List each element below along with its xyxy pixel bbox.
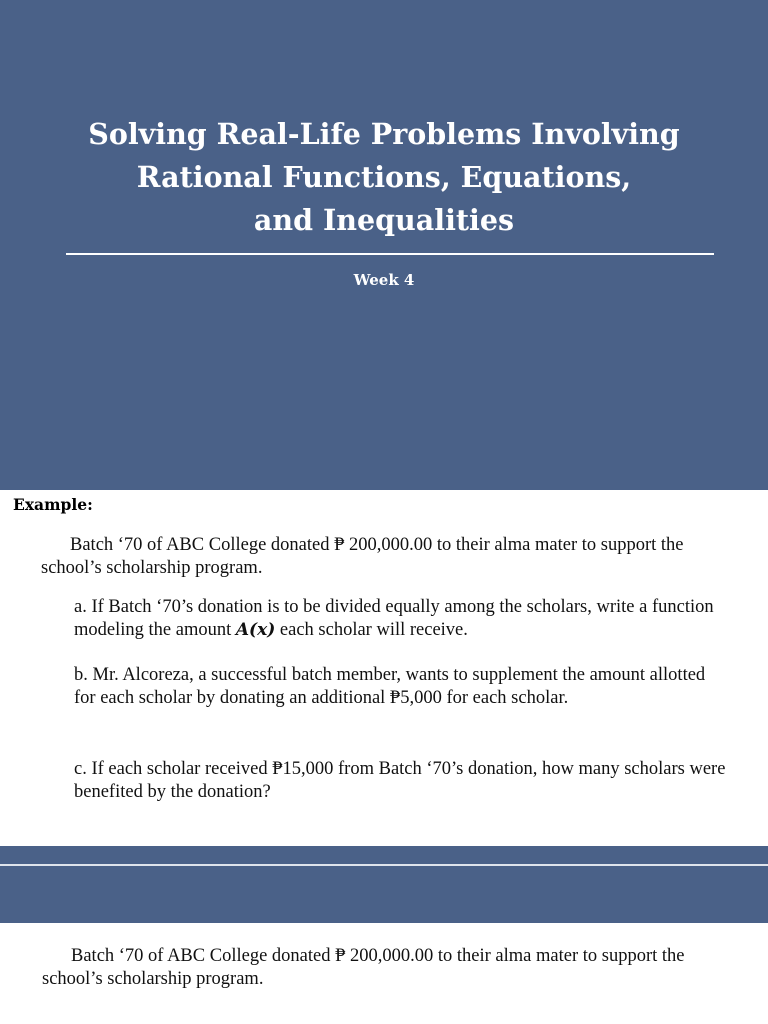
item-a-text-start: a. If Batch ‘70’s donation is to be divided equally among the scholars, write a function modeling the amount xyxy=(74,597,714,640)
title-line-3: and Inequalities xyxy=(253,203,515,237)
repeat-intro-paragraph xyxy=(42,945,747,991)
item-c: c. If each scholar received ₱15,000 from Batch ‘70’s donation, how many scholars were benefited by the donation? xyxy=(74,759,726,802)
slide-subtitle: Week 4 xyxy=(353,271,415,289)
title-line-1: Solving Real-Life Problems Involving xyxy=(88,117,680,151)
example-intro-paragraph xyxy=(41,534,746,580)
item-b: b. Mr. Alcoreza, a successful batch member, wants to supplement the amount allotted for each scholar by donating an additional ₱5,000 for each scholar. xyxy=(74,665,706,708)
item-a-text-end: each scholar will receive. xyxy=(275,620,468,640)
slide-title xyxy=(20,113,748,242)
repeat-intro-text: Batch ‘70 of ABC College donated ₱ 200,000.00 to their alma mater to support the school’s scholarship program. xyxy=(42,946,685,989)
title-slide xyxy=(0,0,768,490)
item-a-math-function: A(x) xyxy=(235,620,276,640)
title-line-2: Rational Functions, Equations, xyxy=(136,160,632,194)
divider-band-bottom xyxy=(0,866,768,923)
divider-band-top xyxy=(0,846,768,864)
item-a xyxy=(74,596,754,642)
example-heading: Example: xyxy=(13,495,93,514)
example-intro-text: Batch ‘70 of ABC College donated ₱ 200,000.00 to their alma mater to support the school’s scholarship program. xyxy=(41,535,684,578)
title-divider xyxy=(66,253,714,255)
